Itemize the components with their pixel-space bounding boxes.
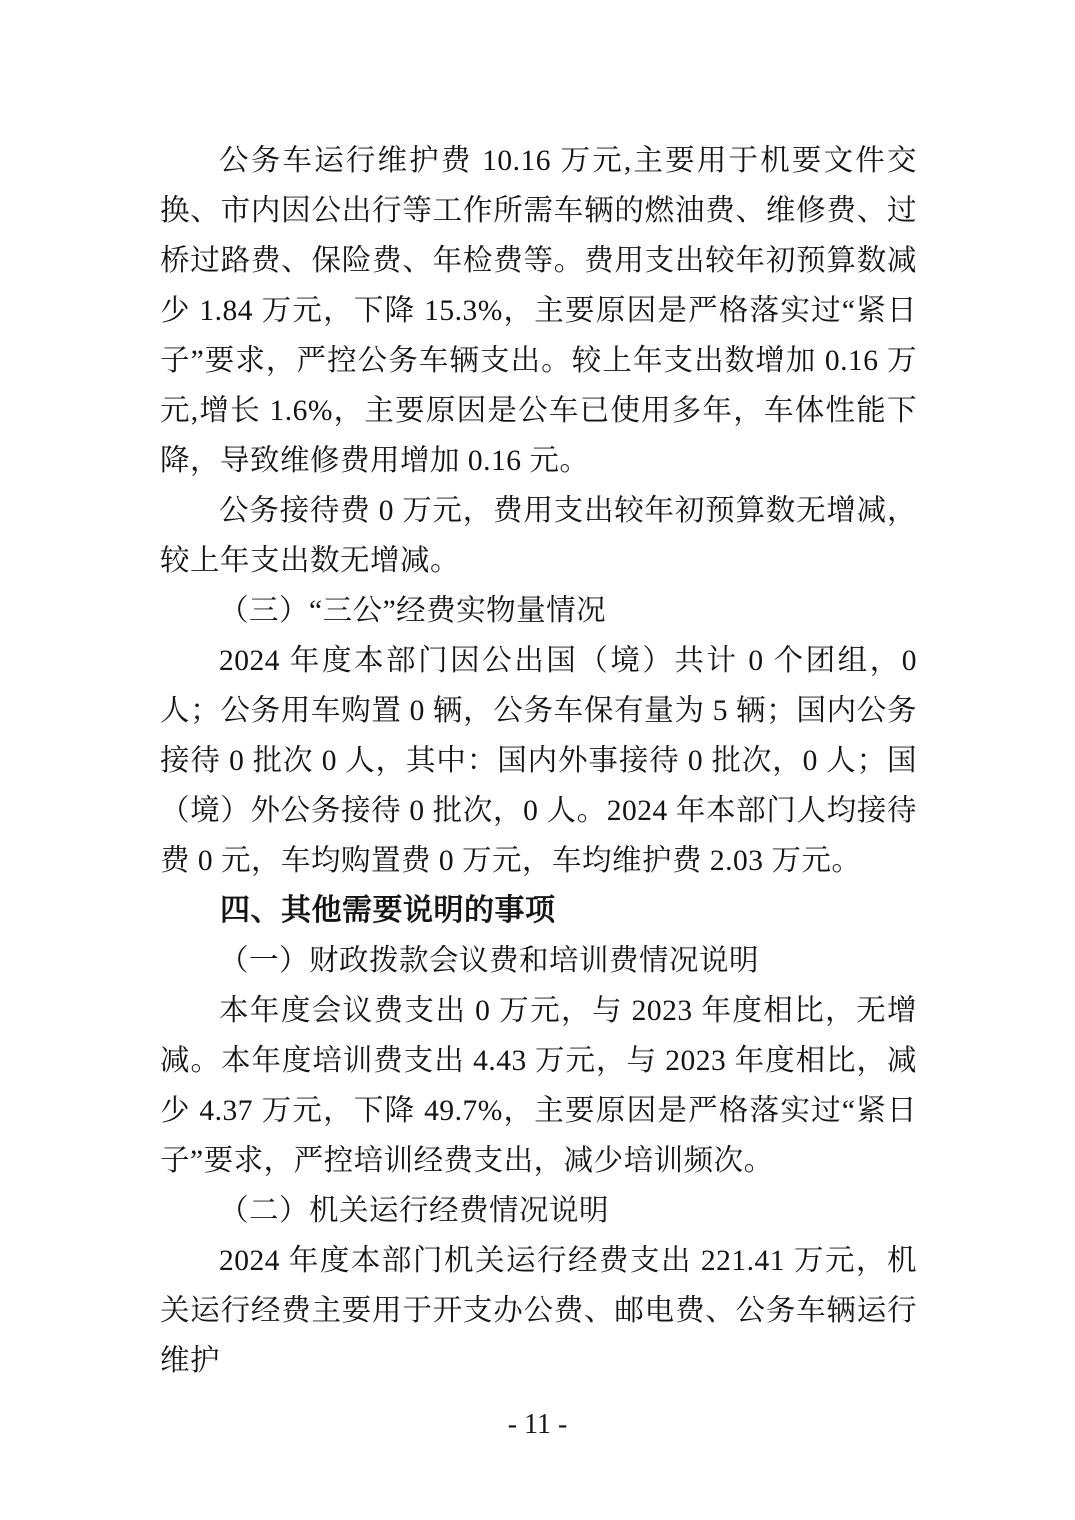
- paragraph-official-reception-fee: 公务接待费 0 万元，费用支出较年初预算数无增减，较上年支出数无增减。: [160, 495, 917, 577]
- paragraph-agency-operating-expense-details: 2024 年度本部门机关运行经费支出 221.41 万元，机关运行经费主要用于开支办公费、邮电费、公务车辆运行维护: [160, 1245, 917, 1377]
- subheading-meeting-training-fee-note: （一）财政拨款会议费和培训费情况说明: [219, 945, 760, 977]
- subheading-three-public-expenses-physical-quantity: （三）“三公”经费实物量情况: [219, 595, 607, 627]
- paragraph-meeting-training-fee-details: 本年度会议费支出 0 万元，与 2023 年度相比，无增减。本年度培训费支出 4.43 万元，与 2023 年度相比，减少 4.37 万元，下降 49.7%，主要原因是严格落实过“紧日子”要求，严控培训经费支出，减少培训频次。: [160, 995, 917, 1177]
- paragraph-physical-quantity-details: 2024 年度本部门因公出国（境）共计 0 个团组，0 人；公务用车购置 0 辆，公务车保有量为 5 辆；国内公务接待 0 批次 0 人，其中：国内外事接待 0 批次，0 人；国（境）外公务接待 0 批次，0 人。2024 年本部门人均接待费 0 元，车均购置费 0 万元，车均维护费 2.03 万元。: [160, 645, 917, 877]
- subheading-agency-operating-expense-note: （二）机关运行经费情况说明: [219, 1195, 610, 1227]
- paragraph-vehicle-maintenance-fee: 公务车运行维护费 10.16 万元,主要用于机要文件交换、市内因公出行等工作所需车辆的燃油费、维修费、过桥过路费、保险费、年检费等。费用支出较年初预算数减少 1.84 万元，下降 15.3%，主要原因是严格落实过“紧日子”要求，严控公务车辆支出。较上年支出数增加 0.16 万元,增长 1.6%，主要原因是公车已使用多年，车体性能下降，导致维修费用增加 0.16 元。: [160, 145, 917, 477]
- heading-other-matters: 四、其他需要说明的事项: [220, 894, 556, 927]
- document-content: [160, 136, 917, 1386]
- page-number: - 11 -: [507, 1409, 568, 1440]
